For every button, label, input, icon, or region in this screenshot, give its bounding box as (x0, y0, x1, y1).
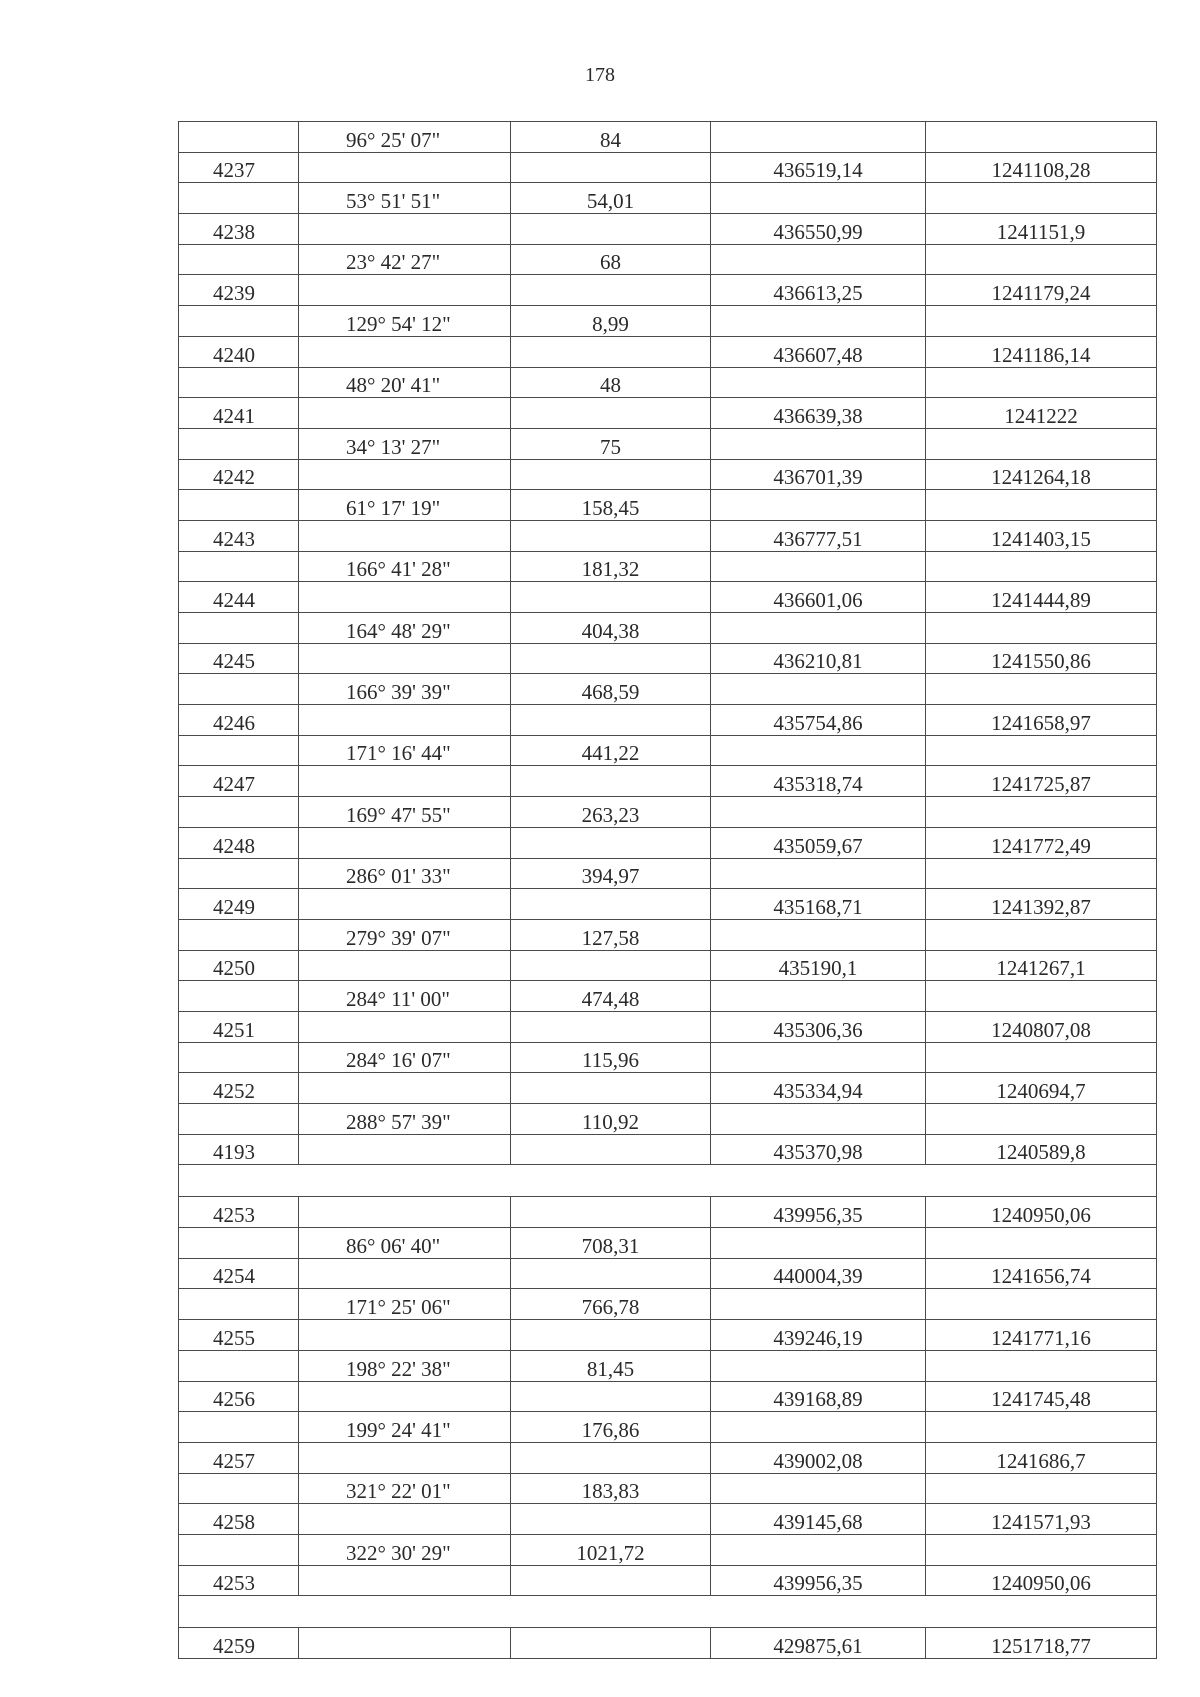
x-coordinate-cell: 435059,67 (711, 827, 926, 858)
y-coordinate-cell: 1241571,93 (926, 1504, 1157, 1535)
x-coordinate-cell (711, 367, 926, 398)
direction-cell: 53° 51' 51" (299, 183, 511, 214)
direction-cell (299, 643, 511, 674)
point-cell (179, 1473, 299, 1504)
x-coordinate-cell (711, 490, 926, 521)
x-coordinate-cell (711, 122, 926, 153)
point-row (179, 1073, 1157, 1104)
y-coordinate-cell (926, 428, 1157, 459)
point-row (179, 152, 1157, 183)
point-cell (179, 183, 299, 214)
x-coordinate-cell: 435190,1 (711, 950, 926, 981)
segment-row (179, 244, 1157, 275)
length-cell (511, 1504, 711, 1535)
direction-cell: 48° 20' 41" (299, 367, 511, 398)
x-coordinate-cell: 439145,68 (711, 1504, 926, 1535)
length-cell (511, 889, 711, 920)
x-coordinate-cell (711, 735, 926, 766)
point-cell (179, 244, 299, 275)
length-cell: 68 (511, 244, 711, 275)
point-cell (179, 490, 299, 521)
point-cell: 4239 (179, 275, 299, 306)
point-cell (179, 858, 299, 889)
y-coordinate-cell: 1241725,87 (926, 766, 1157, 797)
length-cell: 708,31 (511, 1228, 711, 1259)
point-cell: 4251 (179, 1011, 299, 1042)
point-cell (179, 1289, 299, 1320)
coordinates-table-body (179, 122, 1157, 1659)
length-cell (511, 214, 711, 245)
point-cell: 4244 (179, 582, 299, 613)
y-coordinate-cell (926, 551, 1157, 582)
segment-row (179, 1534, 1157, 1565)
point-cell: 4193 (179, 1134, 299, 1165)
direction-cell: 166° 39' 39" (299, 674, 511, 705)
x-coordinate-cell: 435318,74 (711, 766, 926, 797)
point-cell: 4241 (179, 398, 299, 429)
x-coordinate-cell (711, 613, 926, 644)
segment-row (179, 367, 1157, 398)
segment-row (179, 428, 1157, 459)
direction-cell (299, 459, 511, 490)
point-row (179, 520, 1157, 551)
length-cell (511, 766, 711, 797)
point-row (179, 1197, 1157, 1228)
point-cell: 4245 (179, 643, 299, 674)
x-coordinate-cell: 436210,81 (711, 643, 926, 674)
point-cell: 4259 (179, 1628, 299, 1659)
x-coordinate-cell (711, 1042, 926, 1073)
y-coordinate-cell (926, 183, 1157, 214)
y-coordinate-cell (926, 1289, 1157, 1320)
segment-row (179, 735, 1157, 766)
x-coordinate-cell: 435754,86 (711, 705, 926, 736)
page-number: 178 (585, 64, 615, 86)
length-cell: 8,99 (511, 306, 711, 337)
x-coordinate-cell: 435334,94 (711, 1073, 926, 1104)
length-cell: 127,58 (511, 919, 711, 950)
direction-cell (299, 1442, 511, 1473)
point-cell: 4240 (179, 336, 299, 367)
length-cell: 81,45 (511, 1350, 711, 1381)
segment-row (179, 1042, 1157, 1073)
length-cell (511, 1628, 711, 1659)
point-row (179, 582, 1157, 613)
point-row (179, 1442, 1157, 1473)
direction-cell (299, 336, 511, 367)
length-cell (511, 398, 711, 429)
y-coordinate-cell: 1241656,74 (926, 1258, 1157, 1289)
y-coordinate-cell: 1241658,97 (926, 705, 1157, 736)
y-coordinate-cell (926, 797, 1157, 828)
direction-cell (299, 766, 511, 797)
x-coordinate-cell (711, 981, 926, 1012)
segment-row (179, 1104, 1157, 1135)
point-row (179, 336, 1157, 367)
point-row (179, 827, 1157, 858)
coordinates-table (178, 121, 1157, 1659)
x-coordinate-cell (711, 1350, 926, 1381)
y-coordinate-cell: 1241267,1 (926, 950, 1157, 981)
length-cell: 394,97 (511, 858, 711, 889)
x-coordinate-cell: 436601,06 (711, 582, 926, 613)
x-coordinate-cell (711, 1534, 926, 1565)
length-cell (511, 275, 711, 306)
segment-row (179, 306, 1157, 337)
direction-cell (299, 1504, 511, 1535)
segment-row (179, 1473, 1157, 1504)
direction-cell (299, 1073, 511, 1104)
x-coordinate-cell (711, 428, 926, 459)
length-cell (511, 1442, 711, 1473)
length-cell (511, 1381, 711, 1412)
point-row (179, 1565, 1157, 1596)
direction-cell: 129° 54' 12" (299, 306, 511, 337)
point-cell: 4256 (179, 1381, 299, 1412)
direction-cell (299, 1258, 511, 1289)
segment-row (179, 490, 1157, 521)
y-coordinate-cell (926, 919, 1157, 950)
x-coordinate-cell (711, 244, 926, 275)
direction-cell: 23° 42' 27" (299, 244, 511, 275)
point-cell: 4257 (179, 1442, 299, 1473)
x-coordinate-cell: 436519,14 (711, 152, 926, 183)
y-coordinate-cell: 1240950,06 (926, 1565, 1157, 1596)
point-cell: 4243 (179, 520, 299, 551)
y-coordinate-cell (926, 613, 1157, 644)
point-cell: 4242 (179, 459, 299, 490)
segment-row (179, 1289, 1157, 1320)
direction-cell: 199° 24' 41" (299, 1412, 511, 1443)
x-coordinate-cell (711, 306, 926, 337)
y-coordinate-cell (926, 490, 1157, 521)
length-cell: 183,83 (511, 1473, 711, 1504)
direction-cell: 171° 16' 44" (299, 735, 511, 766)
y-coordinate-cell: 1241392,87 (926, 889, 1157, 920)
direction-cell (299, 520, 511, 551)
point-cell (179, 551, 299, 582)
direction-cell (299, 582, 511, 613)
point-cell (179, 1412, 299, 1443)
x-coordinate-cell: 436550,99 (711, 214, 926, 245)
y-coordinate-cell: 1241108,28 (926, 152, 1157, 183)
point-row (179, 214, 1157, 245)
x-coordinate-cell: 439246,19 (711, 1320, 926, 1351)
length-cell (511, 1134, 711, 1165)
direction-cell: 321° 22' 01" (299, 1473, 511, 1504)
x-coordinate-cell (711, 674, 926, 705)
y-coordinate-cell: 1241222 (926, 398, 1157, 429)
y-coordinate-cell (926, 674, 1157, 705)
point-row (179, 459, 1157, 490)
length-cell: 474,48 (511, 981, 711, 1012)
length-cell: 54,01 (511, 183, 711, 214)
separator-cell (179, 1165, 1157, 1197)
y-coordinate-cell (926, 367, 1157, 398)
point-row (179, 1320, 1157, 1351)
direction-cell: 171° 25' 06" (299, 1289, 511, 1320)
point-cell (179, 1104, 299, 1135)
point-cell: 4252 (179, 1073, 299, 1104)
y-coordinate-cell (926, 1350, 1157, 1381)
y-coordinate-cell (926, 1228, 1157, 1259)
direction-cell (299, 1011, 511, 1042)
direction-cell (299, 889, 511, 920)
length-cell (511, 1011, 711, 1042)
point-cell (179, 367, 299, 398)
y-coordinate-cell (926, 1473, 1157, 1504)
segment-row (179, 1228, 1157, 1259)
direction-cell: 286° 01' 33" (299, 858, 511, 889)
direction-cell: 61° 17' 19" (299, 490, 511, 521)
x-coordinate-cell (711, 919, 926, 950)
y-coordinate-cell: 1241186,14 (926, 336, 1157, 367)
direction-cell (299, 152, 511, 183)
direction-cell (299, 1628, 511, 1659)
point-row (179, 705, 1157, 736)
length-cell (511, 705, 711, 736)
x-coordinate-cell: 436639,38 (711, 398, 926, 429)
direction-cell (299, 275, 511, 306)
y-coordinate-cell: 1240694,7 (926, 1073, 1157, 1104)
point-row (179, 643, 1157, 674)
direction-cell: 284° 16' 07" (299, 1042, 511, 1073)
length-cell (511, 152, 711, 183)
x-coordinate-cell: 436607,48 (711, 336, 926, 367)
length-cell (511, 1073, 711, 1104)
direction-cell (299, 398, 511, 429)
length-cell: 84 (511, 122, 711, 153)
point-row (179, 1504, 1157, 1535)
direction-cell (299, 827, 511, 858)
point-cell (179, 919, 299, 950)
point-cell (179, 306, 299, 337)
point-cell: 4255 (179, 1320, 299, 1351)
separator-row (179, 1596, 1157, 1628)
point-row (179, 1381, 1157, 1412)
point-cell: 4247 (179, 766, 299, 797)
point-cell: 4253 (179, 1197, 299, 1228)
segment-row (179, 1412, 1157, 1443)
point-cell (179, 613, 299, 644)
point-cell (179, 674, 299, 705)
y-coordinate-cell: 1241771,16 (926, 1320, 1157, 1351)
point-row (179, 950, 1157, 981)
y-coordinate-cell: 1241403,15 (926, 520, 1157, 551)
point-row (179, 889, 1157, 920)
length-cell (511, 643, 711, 674)
x-coordinate-cell (711, 858, 926, 889)
direction-cell: 288° 57' 39" (299, 1104, 511, 1135)
x-coordinate-cell (711, 1104, 926, 1135)
point-cell: 4238 (179, 214, 299, 245)
y-coordinate-cell (926, 122, 1157, 153)
y-coordinate-cell: 1241264,18 (926, 459, 1157, 490)
segment-row (179, 551, 1157, 582)
direction-cell: 169° 47' 55" (299, 797, 511, 828)
point-row (179, 1011, 1157, 1042)
length-cell: 468,59 (511, 674, 711, 705)
point-cell: 4254 (179, 1258, 299, 1289)
y-coordinate-cell (926, 1104, 1157, 1135)
y-coordinate-cell: 1240807,08 (926, 1011, 1157, 1042)
length-cell (511, 1565, 711, 1596)
segment-row (179, 981, 1157, 1012)
length-cell: 176,86 (511, 1412, 711, 1443)
y-coordinate-cell: 1241686,7 (926, 1442, 1157, 1473)
y-coordinate-cell (926, 1534, 1157, 1565)
point-cell (179, 981, 299, 1012)
y-coordinate-cell: 1241151,9 (926, 214, 1157, 245)
direction-cell: 34° 13' 27" (299, 428, 511, 459)
x-coordinate-cell: 435168,71 (711, 889, 926, 920)
direction-cell: 279° 39' 07" (299, 919, 511, 950)
x-coordinate-cell (711, 1289, 926, 1320)
point-cell (179, 797, 299, 828)
y-coordinate-cell (926, 858, 1157, 889)
length-cell: 115,96 (511, 1042, 711, 1073)
y-coordinate-cell (926, 1042, 1157, 1073)
direction-cell (299, 950, 511, 981)
length-cell: 263,23 (511, 797, 711, 828)
x-coordinate-cell: 435306,36 (711, 1011, 926, 1042)
point-cell: 4237 (179, 152, 299, 183)
y-coordinate-cell: 1241179,24 (926, 275, 1157, 306)
direction-cell (299, 1565, 511, 1596)
y-coordinate-cell (926, 1412, 1157, 1443)
point-cell (179, 1534, 299, 1565)
direction-cell: 198° 22' 38" (299, 1350, 511, 1381)
length-cell: 110,92 (511, 1104, 711, 1135)
x-coordinate-cell (711, 1228, 926, 1259)
x-coordinate-cell: 439956,35 (711, 1565, 926, 1596)
x-coordinate-cell: 436613,25 (711, 275, 926, 306)
x-coordinate-cell: 436701,39 (711, 459, 926, 490)
y-coordinate-cell: 1240950,06 (926, 1197, 1157, 1228)
segment-row (179, 797, 1157, 828)
x-coordinate-cell (711, 183, 926, 214)
segment-row (179, 1350, 1157, 1381)
length-cell (511, 582, 711, 613)
point-cell (179, 1228, 299, 1259)
length-cell: 181,32 (511, 551, 711, 582)
point-cell: 4250 (179, 950, 299, 981)
length-cell (511, 520, 711, 551)
x-coordinate-cell: 439956,35 (711, 1197, 926, 1228)
length-cell: 404,38 (511, 613, 711, 644)
point-cell (179, 122, 299, 153)
direction-cell: 166° 41' 28" (299, 551, 511, 582)
direction-cell (299, 1381, 511, 1412)
point-row (179, 1628, 1157, 1659)
direction-cell (299, 705, 511, 736)
point-cell (179, 428, 299, 459)
length-cell: 75 (511, 428, 711, 459)
length-cell: 1021,72 (511, 1534, 711, 1565)
x-coordinate-cell (711, 1473, 926, 1504)
x-coordinate-cell (711, 1412, 926, 1443)
point-row (179, 1134, 1157, 1165)
segment-row (179, 613, 1157, 644)
length-cell (511, 459, 711, 490)
point-cell: 4253 (179, 1565, 299, 1596)
direction-cell: 164° 48' 29" (299, 613, 511, 644)
x-coordinate-cell: 435370,98 (711, 1134, 926, 1165)
direction-cell: 322° 30' 29" (299, 1534, 511, 1565)
y-coordinate-cell (926, 735, 1157, 766)
point-cell (179, 735, 299, 766)
x-coordinate-cell: 440004,39 (711, 1258, 926, 1289)
length-cell (511, 950, 711, 981)
point-cell (179, 1042, 299, 1073)
separator-row (179, 1165, 1157, 1197)
length-cell: 441,22 (511, 735, 711, 766)
point-row (179, 398, 1157, 429)
segment-row (179, 674, 1157, 705)
length-cell: 766,78 (511, 1289, 711, 1320)
length-cell (511, 1197, 711, 1228)
point-cell: 4249 (179, 889, 299, 920)
y-coordinate-cell: 1241772,49 (926, 827, 1157, 858)
x-coordinate-cell: 436777,51 (711, 520, 926, 551)
direction-cell (299, 1320, 511, 1351)
point-row (179, 1258, 1157, 1289)
y-coordinate-cell: 1241444,89 (926, 582, 1157, 613)
point-cell: 4248 (179, 827, 299, 858)
x-coordinate-cell (711, 551, 926, 582)
point-row (179, 766, 1157, 797)
direction-cell: 284° 11' 00" (299, 981, 511, 1012)
y-coordinate-cell: 1241550,86 (926, 643, 1157, 674)
x-coordinate-cell: 439002,08 (711, 1442, 926, 1473)
point-cell: 4246 (179, 705, 299, 736)
point-row (179, 275, 1157, 306)
length-cell: 48 (511, 367, 711, 398)
y-coordinate-cell (926, 306, 1157, 337)
direction-cell: 86° 06' 40" (299, 1228, 511, 1259)
direction-cell (299, 1134, 511, 1165)
direction-cell: 96° 25' 07" (299, 122, 511, 153)
y-coordinate-cell: 1240589,8 (926, 1134, 1157, 1165)
x-coordinate-cell: 439168,89 (711, 1381, 926, 1412)
segment-row (179, 858, 1157, 889)
segment-row (179, 122, 1157, 153)
y-coordinate-cell: 1251718,77 (926, 1628, 1157, 1659)
direction-cell (299, 1197, 511, 1228)
length-cell (511, 1320, 711, 1351)
point-cell (179, 1350, 299, 1381)
y-coordinate-cell (926, 981, 1157, 1012)
separator-cell (179, 1596, 1157, 1628)
y-coordinate-cell (926, 244, 1157, 275)
point-cell: 4258 (179, 1504, 299, 1535)
segment-row (179, 919, 1157, 950)
length-cell: 158,45 (511, 490, 711, 521)
length-cell (511, 336, 711, 367)
x-coordinate-cell (711, 797, 926, 828)
segment-row (179, 183, 1157, 214)
length-cell (511, 827, 711, 858)
length-cell (511, 1258, 711, 1289)
direction-cell (299, 214, 511, 245)
y-coordinate-cell: 1241745,48 (926, 1381, 1157, 1412)
x-coordinate-cell: 429875,61 (711, 1628, 926, 1659)
